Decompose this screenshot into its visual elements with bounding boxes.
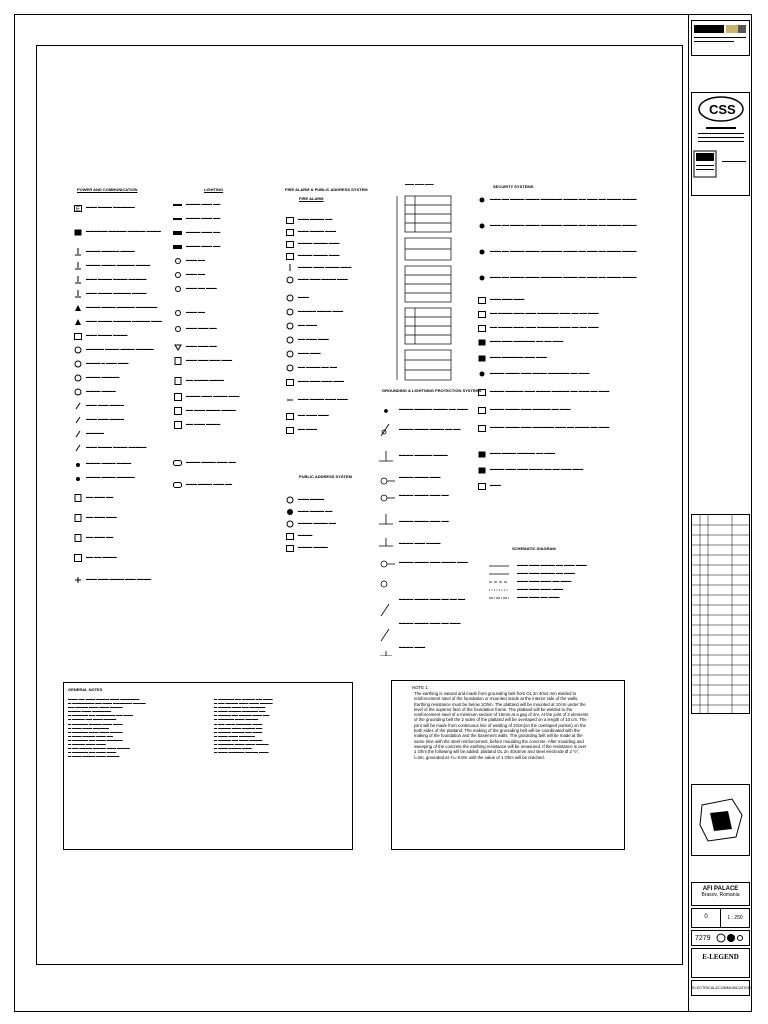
general-notes-box: GENERAL NOTES ▬▬▬ ▬▬ ▬▬▬ ▬▬▬▬ ▬▬▬ ▬▬▬▬▬▬ ▬ ▬▬▬▬▬▬▬ ▬▬ ▬▬▬ ▬▬▬▬▬▬ ▬▬▬▬ ▬▬ ▬▬▬▬ ▬▬▬ ▬▬▬ ▬▬▬▬ ▬▬▬▬ ▬▬▬ ▬▬▬▬▬▬ ▬ ▬▬▬▬▬ ▬▬ ▬▬▬▬▬▬ ▬▬ ▬▬▬ ▬ ▬▬▬▬ ▬▬ ▬▬▬ ▬▬▬▬ ▬ ▬▬▬▬▬ ▬▬▬▬ ▬▬▬ ▬▬▬ ▬ ▬▬▬ ▬▬▬ ▬▬▬▬▬ ▬ ▬▬▬▬▬ ▬▬▬ ▬▬▬ ▬▬▬▬ ▬ ▬▬▬ ▬▬▬▬ ▬▬▬ ▬▬ ▬ ▬▬▬▬▬ ▬▬ ▬▬▬ ▬▬▬▬▬ ▬ ▬▬▬▬ ▬▬▬ ▬▬▬ ▬ ▬▬ ▬▬▬▬ ▬▬▬▬ ▬▬▬ ▬▬▬▬ ▬ ▬▬▬▬▬ ▬▬ ▬▬▬ ▬▬▬ ▬ ▬▬▬ ▬▬▬▬ ▬▬▬ ▬▬▬▬ ▬ ▬▬▬▬▬ ▬▬ ▬▬▬▬ ▬▬ ▬▬▬ ▬ ▬▬ ▬▬▬▬ ▬▬▬ ▬▬▬ ▬▬▬▬ ▬ ▬▬▬▬ ▬▬▬ ▬▬ ▬▬▬▬▬ ▬ ▬▬▬ ▬▬▬▬ ▬▬▬▬▬ ▬▬ ▬ ▬▬▬▬ ▬▬ ▬▬▬▬ ▬▬▬ ▬▬ ▬ ▬▬▬▬▬ ▬▬▬ ▬▬▬▬ ▬ ▬▬ ▬▬▬ ▬▬▬▬▬ ▬▬▬ ▬ ▬▬▬▬ ▬▬▬ ▬▬▬▬ ▬▬ ▬ ▬▬▬▬ ▬▬▬▬ ▬▬ ▬▬▬ ▬ ▬▬▬ ▬▬▬ ▬▬▬▬▬ ▬ ▬▬▬▬ ▬▬ ▬▬▬ ▬▬▬▬ ▬ ▬▬▬▬▬ ▬▬▬ ▬▬▬ ▬▬▬▬ ▬ ▬▬▬ ▬▬▬▬ ▬▬▬ ▬ ▬▬▬ ▬▬▬▬▬ ▬▬▬▬ ▬▬▬ — [63, 682, 353, 850]
status-marks-icon — [715, 932, 743, 944]
svg-text:E: E — [75, 206, 80, 212]
power-communication-header: POWER AND COMMUNICATION — [77, 187, 138, 192]
schematic-diagram-lines: ▬▬▬ ▬▬▬ ▬▬▬▬ ▬▬ ▬▬▬ ▬▬▬ ▬▬▬ ▬▬▬ ▬▬▬▬ ▬▬ ▬▬▬ ▬▬▬ ▬▬▬ ▬▬▬ ▬▬ ▬▬▬ ▬▬▬ ▬▬▬ ▬▬▬ ▬▬▬ ▬▬▬ ▬▬▬ ▬▬ ▬▬▬ — [517, 563, 587, 599]
key-plan — [691, 784, 750, 856]
general-notes-header: GENERAL NOTES — [68, 687, 103, 692]
revision-table — [691, 514, 750, 714]
drawing-frame — [36, 45, 683, 965]
discipline-label: ELECTRICAL&COMMUNICATION — [692, 986, 751, 990]
schematic-diagram-header: SCHEMATIC DIAGRAM — [512, 546, 556, 551]
lighting-header: LIGHTING — [204, 187, 224, 192]
project-location: Brasov, Romania — [701, 892, 740, 898]
lighting-legend-column: ▬▬▬▬ ▬▬▬ ▬▬ ▬▬▬▬ ▬▬▬ ▬▬ ▬▬▬▬ ▬▬▬ ▬▬ ▬▬▬▬ ▬▬▬ ▬▬ ▬▬▬ ▬▬ ▬▬▬ ▬▬ ▬▬▬ ▬▬ ▬▬▬ ▬▬▬ ▬▬ ▬▬▬ ▬▬▬ ▬▬ ▬▬▬ ▬▬▬ ▬▬ ▬▬▬ ▬▬▬ ▬▬▬ ▬▬▬ ▬▬ ▬▬▬▬ ▬▬▬▬ ▬▬▬▬ ▬▬▬ ▬▬▬▬ ▬▬▬ ▬▬ ▬▬▬ ▬▬▬▬ ▬▬▬▬ ▬▬ ▬▬▬ ▬▬▬▬ ▬▬▬▬ ▬▬▬▬ ▬▬▬ ▬▬ ▬▬▬ ▬▬▬▬ ▬▬▬ ▬▬ — [173, 201, 283, 461]
note1-box — [391, 680, 625, 850]
architect-logo — [692, 21, 750, 55]
svg-text:CSS: CSS — [709, 102, 736, 117]
security-legend-column: ▬▬▬ ▬▬ ▬▬▬▬ ▬▬▬▬ ▬▬▬▬▬▬ ▬▬▬▬ ▬▬ ▬▬▬ ▬▬ ▬▬▬▬ ▬▬▬▬ ▬▬▬ ▬▬ ▬▬▬▬ ▬▬▬▬ ▬▬▬▬▬▬ ▬▬▬▬ ▬▬ ▬▬▬ ▬▬ ▬▬▬▬ ▬▬▬▬ ▬▬▬ ▬▬ ▬▬▬▬ ▬▬▬▬ ▬▬▬▬▬▬ ▬▬▬▬ ▬▬ ▬▬▬ ▬▬ ▬▬▬▬ ▬▬▬▬ ▬▬▬ ▬▬ ▬▬▬▬ ▬▬▬▬ ▬▬▬▬▬▬ ▬▬▬▬ ▬▬ ▬▬▬ ▬▬ ▬▬▬▬ ▬▬▬▬ ▬▬▬ ▬▬▬ ▬▬▬ ▬▬ ▬▬▬▬ ▬▬▬ ▬▬▬ ▬▬▬▬▬▬ ▬▬▬ ▬▬ ▬▬ ▬▬▬ ▬▬ ▬▬▬▬ ▬▬▬ ▬▬▬ ▬▬▬▬▬▬ ▬▬▬ ▬▬ ▬▬ ▬▬▬ ▬▬▬ ▬▬▬ ▬▬▬▬▬▬ ▬▬ ▬▬ ▬▬▬ ▬▬▬ ▬▬▬▬▬▬ ▬▬▬ ▬▬▬ ▬▬▬▬ ▬▬▬▬ ▬▬▬ ▬▬▬▬ ▬▬▬▬▬▬ ▬▬ ▬▬▬ ▬▬▬▬ ▬▬▬▬▬ ▬▬▬ ▬▬▬▬ ▬▬▬▬▬ ▬▬ ▬▬▬ ▬▬ ▬▬▬ ▬▬▬▬ ▬▬▬▬ ▬▬▬ ▬▬▬▬▬ ▬▬ ▬▬▬ ▬▬▬▬ ▬▬▬▬ ▬▬▬ ▬▬▬▬▬▬ ▬▬▬ ▬▬ ▬▬▬▬ ▬▬ ▬▬▬ ▬▬▬ ▬▬▬▬ ▬▬▬▬▬ ▬▬ ▬▬▬ ▬▬▬▬ ▬▬▬ ▬▬▬ ▬▬▬▬ ▬▬ ▬▬ ▬▬▬ ▬▬▬ ▬▬▬ — [477, 196, 677, 506]
fire-panel-schematic: ▬▬▬ ▬▬▬ ▬▬▬ — [393, 182, 481, 392]
grounding-legend: ▬▬▬▬ ▬▬▬▬▬ ▬▬▬▬ ▬▬ ▬▬▬ ▬▬▬▬ ▬▬▬▬ ▬▬▬▬ ▬▬ ▬▬ ▬▬▬▬ ▬▬▬▬▬ ▬▬▬▬ ▬▬▬▬ ▬▬▬▬ ▬▬▬ ▬▬▬▬ ▬▬▬▬ ▬▬▬ ▬▬ ▬▬▬▬ ▬▬▬▬ ▬▬▬ ▬▬ ▬▬▬▬ ▬▬▬ ▬▬▬▬ ▬▬▬▬ ▬▬▬▬ ▬▬▬ ▬▬▬▬ ▬▬▬ ▬▬▬▬ ▬▬▬▬ ▬▬▬ ▬▬ ▬▬ ▬▬ ▬▬▬▬ ▬▬▬▬ ▬▬▬ ▬▬ ▬▬▬ ▬▬▬▬ ▬▬▬ — [377, 406, 507, 656]
scale-value: 1 : 250 — [727, 915, 743, 921]
fire-alarm-legend-column: ▬▬▬ ▬▬▬▬ ▬▬ ▬▬▬ ▬▬▬▬ ▬▬▬ ▬▬▬▬ ▬▬▬▬ ▬▬▬ ▬▬▬▬ ▬▬▬▬ ▬▬▬ ▬▬▬▬ ▬▬▬ ▬▬▬▬ ▬▬▬ ▬▬▬ ▬▬▬ ▬▬▬▬ ▬▬▬ ▬▬▬ ▬▬▬▬▬ ▬▬▬▬ ▬▬▬ ▬▬ ▬▬▬ ▬▬ ▬▬▬ ▬▬▬ ▬▬▬ ▬▬▬ ▬▬ ▬▬▬▬ ▬▬ ▬▬ ▬▬▬ ▬▬▬ ▬▬▬ ▬▬▬ ▬▬▬ ▬▬▬▬ ▬▬▬ ▬▬▬ ▬▬ ▬▬▬ ▬▬▬ ▬▬ ▬▬▬ — [285, 216, 395, 446]
project-name: AFI PALACE — [702, 886, 739, 892]
project-box — [691, 882, 750, 906]
revision-value: 0 — [692, 909, 721, 927]
title-block — [688, 14, 752, 1012]
rev-scale-box — [691, 908, 750, 928]
architect-logo-box — [691, 20, 750, 56]
key-plan-icon — [692, 785, 750, 855]
sheet-title: E-LEGEND — [702, 953, 739, 961]
fire-alarm-subheader: FIRE ALARM — [299, 196, 324, 201]
note1-body: The earthing is natural and made from grounding belt from OL 2n 40x4 mm welded to reinforcement steel of the foundation or mounted inside at the interior side of the walls. Earthing resistance must be below 1Ohm. The plattand will be mounted at 10cm under the level of the superior face of the foundation frame. The plattand will be welded to the reinforcement steel of a minimum section of 16mm at a gap of 4m. At the joint of 2 elements of the grounding belt the 2 sides of the plattand will be overlaped on a length of 10 cm. The joint will be made from continuous line of welding of 10cm(on the overlaped portion) on the both sides of the plattand. The making of the grounding belt will be coordinated with the making of the foundation and the basement walls. The grounding belt will be made at the same time with the steel reinforcement, before moulding the concrete. After moulding and sweeping of the concrete the earthing resistance will be measured. If the resistance is over 1 Ohm the following will be added: plattand OL 2n 40x4mm and steel electrode Ø 2 ½", l=3m, grounded at -h=-0.8m until the value of 1 Ohm will be reached. — [414, 691, 589, 760]
note1-title: NOTE 1: — [412, 685, 429, 690]
sheet-title-box — [691, 948, 750, 978]
consultant-box — [691, 92, 750, 196]
drawing-number: 7279 — [695, 934, 711, 942]
power-legend-column: E ▬▬▬ ▬▬▬▬ ▬▬▬▬▬▬ ▬▬▬▬▬▬ ▬▬▬▬▬ ▬▬▬▬▬ ▬▬▬▬ ▬▬▬▬ ▬▬▬▬▬ ▬▬▬▬ ▬▬▬▬ ▬▬▬▬ ▬▬▬▬▬ ▬▬▬▬ ▬▬▬ ▬▬▬▬ ▬▬▬▬ ▬▬▬▬▬ ▬▬▬ ▬▬▬▬ ▬▬▬▬▬ ▬▬▬▬ ▬▬▬▬ ▬▬▬▬ ▬▬▬▬▬ ▬▬▬▬▬▬ ▬▬▬ ▬▬▬▬ ▬▬▬▬▬ ▬▬▬▬▬ ▬▬▬ ▬▬▬ ▬▬▬▬ ▬▬▬▬ ▬▬▬▬▬ ▬▬▬▬ ▬▬▬▬ ▬▬▬▬▬ ▬▬▬▬ ▬ ▬▬▬ ▬▬▬ ▬▬▬▬ ▬▬▬▬▬ ▬▬▬▬ ▬▬▬▬ ▬▬▬ ▬▬▬ ▬▬▬▬ ▬▬▬ ▬▬▬ ▬▬▬▬ ▬▬▬▬▬ ▬▬▬ ▬▬▬▬ ▬▬▬▬ ▬▬▬▬▬ ▬▬▬▬ ▬▬▬▬ ▬▬▬▬ ▬▬▬▬ ▬▬▬▬ ▬▬▬▬▬ ▬▬ ▬▬▬ ▬▬ ▬▬ ▬▬▬ ▬▬▬ ▬▬ ▬▬▬ ▬▬ ▬▬ ▬▬ ▬▬▬▬ ▬▬▬ ▬▬▬ ▬▬▬▬ ▬▬▬ ▬▬▬▬ — [75, 205, 162, 582]
fire-alarm-header: FIRE ALARM & PUBLIC ADDRESS SYSTEM — [285, 187, 368, 192]
consultant-logo — [692, 93, 750, 193]
drawing-number-box — [691, 930, 750, 946]
discipline-box — [691, 980, 750, 996]
public-address-legend: ▬▬▬ ▬▬▬▬ ▬▬▬ ▬▬▬▬ ▬▬ ▬▬▬▬ ▬▬▬▬ ▬▬ ▬▬▬▬ ▬▬▬▬ ▬▬▬▬ — [285, 496, 395, 556]
security-header: SECURITY SYSTEMS — [493, 184, 534, 189]
public-address-header: PUBLIC ADDRESS SYSTEM — [299, 474, 352, 479]
grounding-header: GROUNDING & LIGHTNING PROTECTION SYSTEMS — [382, 388, 482, 393]
